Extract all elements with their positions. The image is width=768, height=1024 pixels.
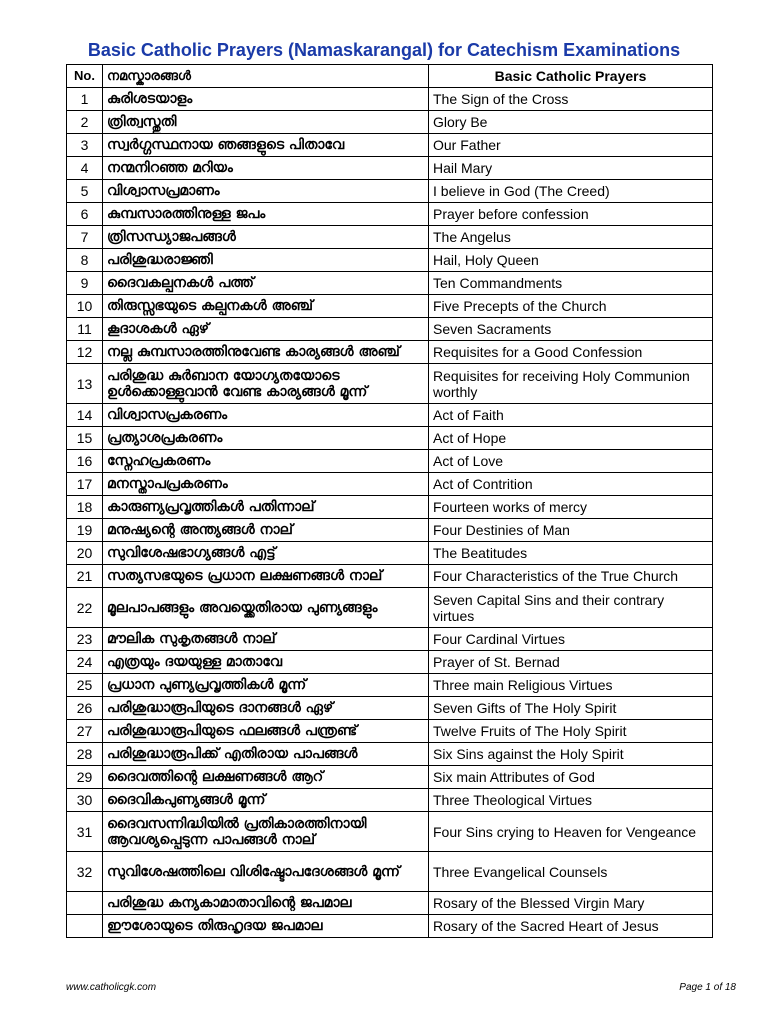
row-english: The Beatitudes [429,542,713,565]
table-row [67,519,713,542]
row-malayalam: ദൈവത്തിന്റെ ലക്ഷണങ്ങൾ ആറ് [103,766,429,789]
row-english: Twelve Fruits of The Holy Spirit [429,720,713,743]
row-number: 27 [67,720,103,743]
row-english: The Angelus [429,226,713,249]
row-malayalam: നന്മനിറഞ്ഞ മറിയം [103,157,429,180]
row-malayalam: സത്യസഭയുടെ പ്രധാന ലക്ഷണങ്ങൾ നാല് [103,565,429,588]
row-english: Requisites for a Good Confession [429,341,713,364]
table-row [67,766,713,789]
table-row [67,565,713,588]
table-row [67,743,713,766]
row-number: 32 [67,852,103,892]
table-row [67,226,713,249]
table-body [67,88,713,938]
row-malayalam: സ്നേഹപ്രകരണം [103,450,429,473]
row-number: 18 [67,496,103,519]
footer-page-number: Page 1 of 18 [679,982,736,993]
row-malayalam: കാരുണ്യപ്രവൃത്തികൾ പതിന്നാല് [103,496,429,519]
row-malayalam: പരിശുദ്ധരാജ്ഞി [103,249,429,272]
table-row [67,203,713,226]
row-english: Prayer before confession [429,203,713,226]
row-number: 15 [67,427,103,450]
row-english: Hail Mary [429,157,713,180]
row-number: 17 [67,473,103,496]
table-row [67,720,713,743]
table-row [67,111,713,134]
row-english: Four Sins crying to Heaven for Vengeance [429,812,713,852]
row-english: Requisites for receiving Holy Communion worthly [429,364,713,404]
table-row [67,364,713,404]
row-number: 14 [67,404,103,427]
row-number: 22 [67,588,103,628]
row-english: Six Sins against the Holy Spirit [429,743,713,766]
header-english: Basic Catholic Prayers [429,65,713,88]
row-malayalam: ദൈവസന്നിദ്ധിയിൽ പ്രതികാരത്തിനായി ആവശ്യപ്പെടുന്ന പാപങ്ങൾ നാല് [103,812,429,852]
row-malayalam: ത്രിത്വസ്തുതി [103,111,429,134]
row-malayalam: ദൈവകല്പനകൾ പത്ത് [103,272,429,295]
row-number: 11 [67,318,103,341]
page-title: Basic Catholic Prayers (Namaskarangal) for Catechism Examinations [87,40,681,60]
table-row [67,157,713,180]
row-number: 9 [67,272,103,295]
row-malayalam: വിശ്വാസപ്രകരണം [103,404,429,427]
table-row [67,892,713,915]
row-english: Seven Sacraments [429,318,713,341]
row-number: 26 [67,697,103,720]
row-malayalam: പ്രത്യാശപ്രകരണം [103,427,429,450]
table-row [67,341,713,364]
row-english: Fourteen works of mercy [429,496,713,519]
row-malayalam: വിശ്വാസപ്രമാണം [103,180,429,203]
row-malayalam: എത്രയും ദയയുള്ള മാതാവേ [103,651,429,674]
row-number [67,915,103,938]
row-malayalam: മൂലപാപങ്ങളും അവയ്ക്കെതിരായ പുണ്യങ്ങളും [103,588,429,628]
row-number: 2 [67,111,103,134]
table-row [67,249,713,272]
row-english: Act of Hope [429,427,713,450]
table-row [67,588,713,628]
table-row [67,450,713,473]
row-english: Act of Faith [429,404,713,427]
row-malayalam: കുമ്പസാരത്തിനുള്ള ജപം [103,203,429,226]
row-number: 30 [67,789,103,812]
row-number [67,892,103,915]
row-english: Four Characteristics of the True Church [429,565,713,588]
row-english: Five Precepts of the Church [429,295,713,318]
row-number: 8 [67,249,103,272]
table-row [67,295,713,318]
row-number: 12 [67,341,103,364]
row-malayalam: കൂദാശകൾ ഏഴ് [103,318,429,341]
row-number: 4 [67,157,103,180]
row-english: Three Theological Virtues [429,789,713,812]
row-malayalam: പരിശുദ്ധാരൂപിക്ക് എതിരായ പാപങ്ങൾ [103,743,429,766]
row-malayalam: ദൈവികപുണ്യങ്ങൾ മൂന്ന് [103,789,429,812]
table-row [67,915,713,938]
row-number: 10 [67,295,103,318]
row-english: I believe in God (The Creed) [429,180,713,203]
row-english: Seven Capital Sins and their contrary virtues [429,588,713,628]
row-number: 31 [67,812,103,852]
row-english: Hail, Holy Queen [429,249,713,272]
row-malayalam: പരിശുദ്ധ കുർബാന യോഗ്യതയോടെ ഉൾക്കൊള്ളുവാൻ വേണ്ട കാര്യങ്ങൾ മൂന്ന് [103,364,429,404]
row-number: 23 [67,628,103,651]
row-english: Glory Be [429,111,713,134]
table-row [67,272,713,295]
header-no: No. [67,65,103,88]
row-number: 20 [67,542,103,565]
row-malayalam: കുരിശടയാളം [103,88,429,111]
row-english: Seven Gifts of The Holy Spirit [429,697,713,720]
row-number: 6 [67,203,103,226]
row-english: Our Father [429,134,713,157]
table-row [67,789,713,812]
table-row [67,473,713,496]
header-malayalam: നമസ്കാരങ്ങൾ [103,65,429,88]
row-english: Rosary of the Blessed Virgin Mary [429,892,713,915]
row-malayalam: മനുഷ്യന്റെ അന്ത്യങ്ങൾ നാല് [103,519,429,542]
row-number: 1 [67,88,103,111]
row-number: 28 [67,743,103,766]
row-number: 24 [67,651,103,674]
table-row [67,852,713,892]
row-english: Six main Attributes of God [429,766,713,789]
row-english: Rosary of the Sacred Heart of Jesus [429,915,713,938]
table-row [67,427,713,450]
row-number: 29 [67,766,103,789]
row-number: 19 [67,519,103,542]
row-english: Three Evangelical Counsels [429,852,713,892]
row-number: 16 [67,450,103,473]
row-number: 13 [67,364,103,404]
row-english: Three main Religious Virtues [429,674,713,697]
row-malayalam: മൗലിക സുകൃതങ്ങൾ നാല് [103,628,429,651]
row-english: Ten Commandments [429,272,713,295]
row-malayalam: സുവിശേഷത്തിലെ വിശിഷ്ടോപദേശങ്ങൾ മൂന്ന് [103,852,429,892]
table-row [67,651,713,674]
row-english: Act of Love [429,450,713,473]
footer-website: www.catholicgk.com [66,982,157,993]
row-number: 7 [67,226,103,249]
table-row [67,496,713,519]
table-row [67,697,713,720]
table-row [67,404,713,427]
row-english: Prayer of St. Bernad [429,651,713,674]
row-malayalam: ഈശോയുടെ തിരുഹൃദയ ജപമാല [103,915,429,938]
row-english: Act of Contrition [429,473,713,496]
row-number: 3 [67,134,103,157]
table-row [67,180,713,203]
table-header-row [67,65,713,88]
row-malayalam: പരിശുദ്ധ കന്യകാമാതാവിന്റെ ജപമാല [103,892,429,915]
table-row [67,134,713,157]
row-malayalam: സ്വർഗ്ഗസ്ഥനായ ഞങ്ങളുടെ പിതാവേ [103,134,429,157]
row-malayalam: സുവിശേഷഭാഗ്യങ്ങൾ എട്ട് [103,542,429,565]
table-row [67,628,713,651]
row-english: The Sign of the Cross [429,88,713,111]
row-malayalam: നല്ല കുമ്പസാരത്തിനുവേണ്ട കാര്യങ്ങൾ അഞ്ച് [103,341,429,364]
row-malayalam: പരിശുദ്ധാരൂപിയുടെ ദാനങ്ങൾ ഏഴ് [103,697,429,720]
row-number: 5 [67,180,103,203]
table-row [67,542,713,565]
prayers-table [66,64,713,938]
table-row [67,318,713,341]
row-malayalam: ത്രിസന്ധ്യാജപങ്ങൾ [103,226,429,249]
row-malayalam: പരിശുദ്ധാരൂപിയുടെ ഫലങ്ങൾ പന്ത്രണ്ട് [103,720,429,743]
row-english: Four Destinies of Man [429,519,713,542]
row-number: 25 [67,674,103,697]
table-row [67,674,713,697]
row-malayalam: പ്രധാന പുണ്യപ്രവൃത്തികൾ മൂന്ന് [103,674,429,697]
table-row [67,88,713,111]
row-malayalam: തിരുസ്സഭയുടെ കല്പനകൾ അഞ്ച് [103,295,429,318]
row-malayalam: മനസ്താപപ്രകരണം [103,473,429,496]
row-number: 21 [67,565,103,588]
table-row [67,812,713,852]
row-english: Four Cardinal Virtues [429,628,713,651]
